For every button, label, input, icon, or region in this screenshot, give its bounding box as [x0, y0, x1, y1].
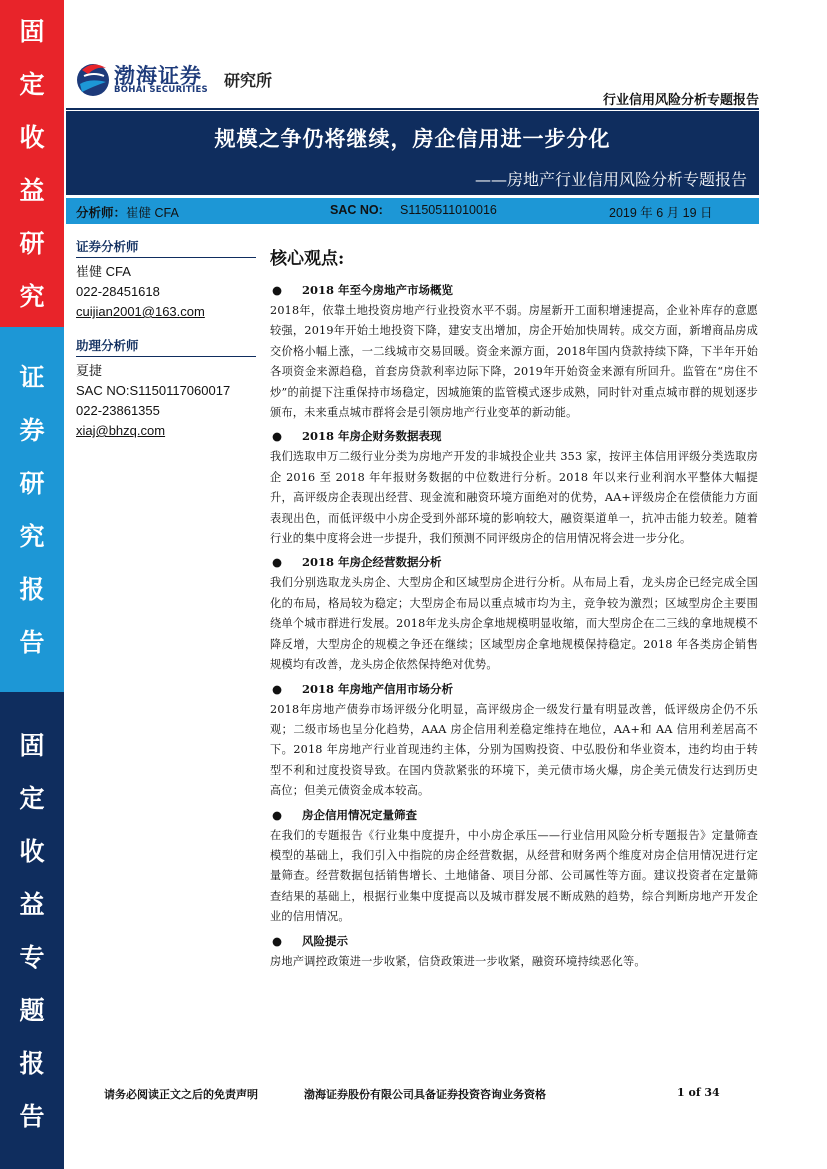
- assistant-name: 夏捷: [76, 363, 103, 378]
- report-title: 规模之争仍将继续，房企信用进一步分化: [214, 126, 611, 151]
- bohai-logo-icon: [76, 58, 110, 98]
- page-number: 1 of 34: [677, 1086, 720, 1099]
- assistant-analyst-title: 助理分析师: [76, 336, 256, 357]
- sidebar-char: 定: [19, 69, 45, 99]
- analyst-line: 崔健 CFA: [76, 264, 131, 279]
- section-heading: ● 2018 年房企财务数据表现: [270, 425, 758, 447]
- footer-company: 渤海证券股份有限公司具备证券投资咨询业务资格: [304, 1088, 546, 1101]
- section-body: 2018年房地产债券市场评级分化明显，高评级房企一级发行量有明显改善，低评级房企仍不乐观；二级市场也呈分化趋势，AAA 房企信用利差稳定维持在地位，AA+和 AA 信用利差居高不下。2018 年房地产行业首现违约主体，分别为国购投资、中弘股份和华业资本，违约均由于转型不利和过度投资导致。在国内贷款紧张的环境下，美元债市场火爆，房企美元债发行达到历史高位；但美元债资金成本较高。: [270, 702, 758, 798]
- assistant-email-link[interactable]: xiaj@bhzq.com: [76, 423, 166, 438]
- sidebar-char: 收: [19, 122, 45, 152]
- section-heading: ● 2018 年至今房地产市场概览: [270, 279, 758, 301]
- section-heading: ● 风险提示: [270, 930, 758, 952]
- section-heading: ● 2018 年房企经营数据分析: [270, 551, 758, 573]
- securities-analyst-title: 证券分析师: [76, 237, 256, 258]
- sidebar-char: 益: [19, 175, 45, 205]
- report-date: 2019 年 6 月 19 日: [609, 206, 713, 220]
- bullet-icon: ●: [272, 283, 283, 297]
- sidebar-char: 题: [19, 995, 45, 1025]
- assistant-phone: 022-23861355: [76, 403, 160, 418]
- report-type-label: 行业信用风险分析专题报告: [602, 93, 759, 108]
- bullet-icon: ●: [272, 807, 283, 822]
- bullet-icon: ●: [272, 429, 283, 444]
- bullet-icon: ●: [272, 555, 283, 570]
- sidebar-char: 研: [19, 228, 45, 258]
- assistant-sac: SAC NO:S1150117060017: [76, 383, 231, 398]
- bullet-icon: ●: [272, 681, 283, 696]
- sidebar-char: 定: [19, 783, 45, 813]
- sidebar-char: 收: [19, 836, 45, 866]
- logo-english-name: BOHAI SECURITIES: [114, 85, 208, 95]
- sidebar-navy-block: [0, 692, 64, 1169]
- sac-label: SAC NO:: [330, 203, 383, 217]
- logo-chinese-name: 渤海证券: [114, 63, 202, 88]
- sidebar-blue-block: [0, 327, 64, 692]
- sidebar-char: 益: [19, 889, 45, 919]
- sac-number: S1150511010016: [400, 203, 497, 217]
- sidebar-char: 究: [19, 521, 45, 551]
- sidebar-char: 固: [19, 16, 45, 46]
- report-subtitle: ——房地产行业信用风险分析专题报告: [474, 170, 747, 189]
- page-footer: [66, 1082, 759, 1104]
- section-heading: ● 2018 年房地产信用市场分析: [270, 678, 758, 700]
- section-body: 在我们的专题报告《行业集中度提升，中小房企承压——行业信用风险分析专题报告》定量筛查模型的基础上，我们引入中指院的房企经营数据，从经营和财务两个维度对房企信用情况进行定量筛查。经营数据包括销售增长、土地储备、项目分部、公司属性等方面。建议投资者在定量筛查结果的基础上，根据行业集中度提高以及城市群发展不断成熟的趋势，综合判断房地产开发企业的信用情况。: [270, 828, 758, 924]
- sidebar-char: 究: [19, 281, 45, 311]
- header-divider: [66, 108, 759, 110]
- sidebar-char: 告: [19, 1101, 45, 1131]
- analyst-phone: 022-28451618: [76, 284, 160, 299]
- section-body: 我们选取申万二级行业分类为房地产开发的非城投企业共 353 家，按评主体信用评级分类选取房企 2016 至 2018 年年报财务数据的中位数进行分析。2018 年以来行业利润水平整体大幅提升，高评级房企表现出经营、现金流和融资环境方面绝对的优势，AA+评级房企在偿债能力方面表现出色，而低评级中小房企受到外部环境的影响较大，融资渠道单一，抗冲击能力较差。随着行业的集中度将会进一步提升，我们预测不同评级房企的信用情况将会进一步分化。: [270, 450, 758, 546]
- sidebar-char: 报: [19, 1048, 45, 1078]
- analyst-label: 分析师：: [76, 206, 127, 220]
- sidebar-char: 告: [19, 627, 45, 657]
- section-body: 房地产调控政策进一步收紧，信贷政策进一步收紧，融资环境持续恶化等。: [270, 954, 646, 968]
- sidebar-char: 报: [19, 574, 45, 604]
- company-logo: [76, 58, 296, 100]
- institute-label: 研究所: [224, 71, 273, 90]
- section-body: 我们分别选取龙头房企、大型房企和区域型房企进行分析。从布局上看，龙头房企已经完成全国化的布局，格局较为稳定；大型房企布局以重点城市均为主，竞争较为激烈；区域型房企主要围绕单个城市群进行发展。2018年龙头房企拿地规模明显收缩，而大型房企在二三线的拿地规模不降反增，大型房企的规模之争还在继续；区域型房企拿地规模保持稳定。2018 年各类房企销售规模均有改善，龙头房企依然保持绝对优势。: [270, 576, 758, 672]
- bullet-icon: ●: [272, 933, 283, 948]
- footer-disclaimer: 请务必阅读正文之后的免责声明: [104, 1088, 258, 1101]
- sidebar-char: 证: [19, 362, 45, 392]
- core-views: [270, 244, 758, 974]
- sidebar-char: 专: [19, 942, 45, 972]
- analyst-name: 崔健 CFA: [126, 206, 179, 220]
- sidebar-char: 研: [19, 468, 45, 498]
- title-banner: [66, 111, 759, 195]
- core-views-title: 核心观点:: [270, 249, 345, 269]
- sidebar-red-block: [0, 0, 64, 327]
- section-heading: ● 房企信用情况定量筛查: [270, 804, 758, 826]
- analyst-contacts: [76, 237, 256, 441]
- section-body: 2018年，依靠土地投资房地产行业投资水平不弱。房屋新开工面积增速提高，企业补库存的意愿较强，2019年开始土地投资下降，建安支出增加，房企开始加快周转。成交方面，新增商品房成交价格小幅上涨，一二线城市交易回暖。资金来源方面，2018年国内贷款持续下降，下半年开始各项资金来源趋稳，首套房贷款利率边际下降，2019年开始资金来源有所回升。监管在“房住不炒”的前提下注重保持市场稳定，因城施策的监管模式逐步成熟，同时针对重点城市群的规划逐步颁布，未来重点城市群将会是引领房地产行业变革的新动能。: [270, 304, 758, 420]
- sidebar-char: 固: [19, 730, 45, 760]
- sidebar-char: 券: [19, 415, 45, 445]
- analyst-info-bar: [66, 198, 759, 224]
- analyst-email-link[interactable]: cuijian2001@163.com: [76, 304, 205, 319]
